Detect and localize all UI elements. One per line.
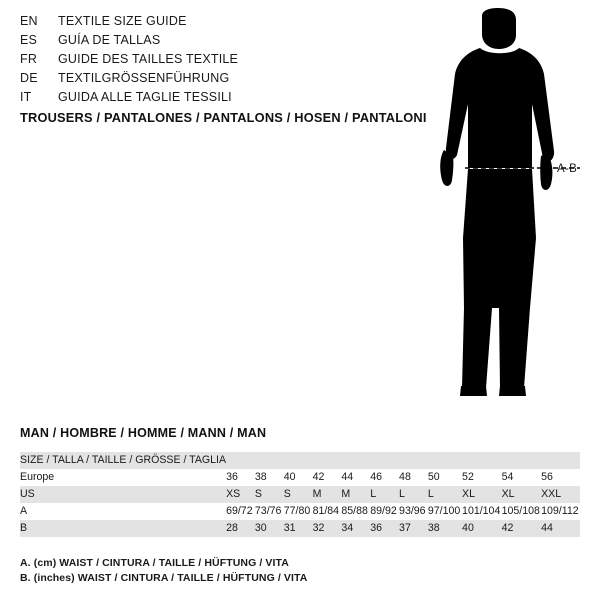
cell: 44 (541, 520, 580, 537)
cell: 56 (541, 469, 580, 486)
language-row (20, 71, 350, 90)
language-list (20, 14, 350, 109)
cell (428, 452, 462, 469)
language-code: FR (20, 52, 38, 66)
cell: 36 (370, 520, 399, 537)
footnote-a: A. (cm) WAIST / CINTURA / TAILLE / HÜFTUNG / VITA (20, 557, 289, 569)
cell (313, 452, 342, 469)
table-row (20, 520, 580, 537)
cell: 69/72 (226, 503, 255, 520)
cell: 93/96 (399, 503, 428, 520)
cell (226, 452, 255, 469)
language-text: TEXTILGRÖSSENFÜHRUNG (58, 71, 230, 85)
table-row (20, 486, 580, 503)
cell: 37 (399, 520, 428, 537)
language-code: EN (20, 14, 38, 28)
cell: S (255, 486, 284, 503)
cell: 42 (502, 520, 542, 537)
cell: 40 (284, 469, 313, 486)
footnote-b: B. (inches) WAIST / CINTURA / TAILLE / HÜFTUNG / VITA (20, 572, 308, 584)
cell: 105/108 (502, 503, 542, 520)
waist-measurement-label: A-B (557, 163, 578, 175)
cell (341, 452, 370, 469)
row-label: US (20, 486, 226, 503)
table-row (20, 503, 580, 520)
cell: XL (462, 486, 502, 503)
cell: 32 (313, 520, 342, 537)
cell (370, 452, 399, 469)
cell (502, 452, 542, 469)
cell: 85/88 (341, 503, 370, 520)
language-row (20, 14, 350, 33)
row-label: A (20, 503, 226, 520)
cell: 28 (226, 520, 255, 537)
table-row (20, 469, 580, 486)
cell: 36 (226, 469, 255, 486)
garment-type-title: TROUSERS / PANTALONES / PANTALONS / HOSEN / PANTALONI (20, 110, 427, 125)
cell (541, 452, 580, 469)
cell: 38 (428, 520, 462, 537)
cell: 101/104 (462, 503, 502, 520)
language-row (20, 52, 350, 71)
size-table (20, 452, 580, 537)
cell: 97/100 (428, 503, 462, 520)
cell (462, 452, 502, 469)
cell: 81/84 (313, 503, 342, 520)
cell: 38 (255, 469, 284, 486)
cell: XXL (541, 486, 580, 503)
cell (399, 452, 428, 469)
cell: 52 (462, 469, 502, 486)
male-silhouette-icon (420, 8, 590, 408)
cell: 77/80 (284, 503, 313, 520)
language-row (20, 33, 350, 52)
cell: 48 (399, 469, 428, 486)
language-code: ES (20, 33, 38, 47)
cell: 50 (428, 469, 462, 486)
row-label: SIZE / TALLA / TAILLE / GRÖSSE / TAGLIA (20, 452, 226, 469)
cell: 44 (341, 469, 370, 486)
cell: 34 (341, 520, 370, 537)
cell (284, 452, 313, 469)
cell: XL (502, 486, 542, 503)
cell: S (284, 486, 313, 503)
language-text: TEXTILE SIZE GUIDE (58, 14, 187, 28)
cell: M (341, 486, 370, 503)
table-caption: MAN / HOMBRE / HOMME / MANN / MAN (20, 426, 267, 440)
cell: 109/112 (541, 503, 580, 520)
cell: L (428, 486, 462, 503)
cell: 31 (284, 520, 313, 537)
cell: L (399, 486, 428, 503)
cell: XS (226, 486, 255, 503)
figure-illustration (420, 8, 590, 408)
cell: 89/92 (370, 503, 399, 520)
language-row (20, 90, 350, 109)
table-row (20, 452, 580, 469)
cell: 46 (370, 469, 399, 486)
cell: L (370, 486, 399, 503)
cell: 40 (462, 520, 502, 537)
cell: 30 (255, 520, 284, 537)
language-code: IT (20, 90, 32, 104)
cell: 73/76 (255, 503, 284, 520)
language-text: GUIDE DES TAILLES TEXTILE (58, 52, 239, 66)
row-label: B (20, 520, 226, 537)
language-code: DE (20, 71, 38, 85)
cell (255, 452, 284, 469)
row-label: Europe (20, 469, 226, 486)
language-text: GUÍA DE TALLAS (58, 33, 161, 47)
cell: 54 (502, 469, 542, 486)
cell: M (313, 486, 342, 503)
footnotes (20, 556, 307, 586)
cell: 42 (313, 469, 342, 486)
language-text: GUIDA ALLE TAGLIE TESSILI (58, 90, 232, 104)
